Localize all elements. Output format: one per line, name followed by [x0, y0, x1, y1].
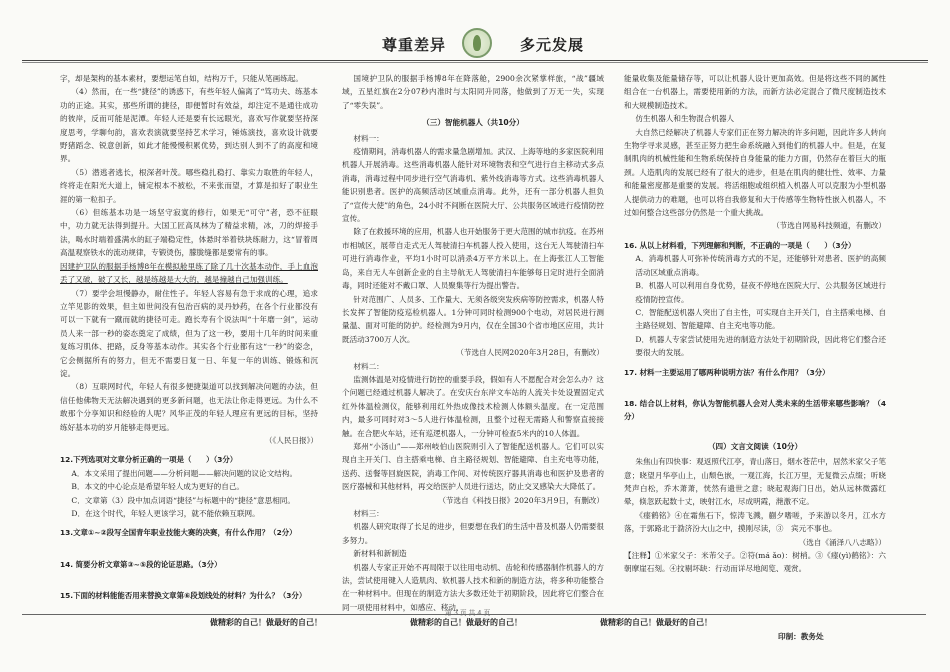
column-1	[60, 72, 318, 603]
option-b: B．机器人可以利用自身优势，昼夜不停地在医院大厅、公共服务区域进行疫情防控宣传。	[635, 281, 886, 304]
classical-text: 《瘗鹤铭》④在霜焦石下，惊涛飞溅，蒯夕嗜嗟，予来游以冬月，江水方落，于郭路北于泐济汾大山之中，摸刚尽读，③ 宾元不事也。	[624, 510, 886, 534]
paragraph: （7）要学会坦慢静办，耐住性子。年轻人容易有急于求成的心理，追求立竿见影的效果，但主如世间没有包治百病的灵丹妙药，在各个行业都没有可以一下就有一蹴而就的捷径可走。跑长寿有个说法叫“十年磨一剑”，运动员人来一部一秒的姿态奠定了成绩，但为了这一秒，要用十几年的时间来重复练习肌体、把路，反身等基本动作。其实各个行业都有这“一秒”的姿念，它会侧据所有的努力，但无不需要日复一日、年复一年的训练、锻炼和沉淀。	[60, 288, 318, 378]
source-citation: （节选自《科技日报》2020年3月9日，有删改）	[438, 495, 604, 505]
print-credit: 印制：教务处	[778, 632, 824, 641]
page-number: 第 3 页 共 4 页	[445, 609, 491, 617]
option-a: A．本文采用了提出问题——分析问题——解决问题的议论文结构。	[71, 468, 298, 478]
school-emblem-icon	[462, 28, 492, 58]
subheading: 仿生机器人和生物混合机器人	[635, 114, 735, 124]
section-title: （三）智能机器人（共10分）	[422, 118, 524, 128]
option-c: C．智能配送机器人突出了自主性，可实现自主开关门，自主搭乘电梯、自主路径规划、智能避障、自主充电等功能。	[635, 307, 886, 331]
paragraph: （4）然而，在一些“捷径”的诱惑下，有些年轻人偏离了“笃功夫、练基本功的正途。其实，那些所谓的捷径，即便暂时有效益，却注定不是通往成功的彼岸，反而可能是泥潭。年轻人还是要有长远眼光，喜欢写作就要坚持深度思考，学聊句韵，喜欢表演就要坚持艺术学习，锤炼演技，喜欢设计就要野猪蹈念、锐意创新，如此才能慢慢积累优势，到达别人到不了的高度和境界。	[60, 87, 318, 164]
source-citation: （选自《涌泽八八志略》）	[798, 537, 886, 547]
subheading: 新材料和新制造	[353, 549, 407, 559]
paragraph: （5）潜逃者逃长，根深者叶茂。哪些稳扎稳打、靠实力取胜的年轻人，终将走在阳光大道上，铺定根本不被松，不来张而望，才算是扣好了职业生涯的第一粒扣子。	[60, 167, 318, 204]
paragraph: 机器人研究取得了长足的进步，但要想在我们的生活中普及机器人仍需要很多努力。	[342, 522, 604, 545]
classical-text: 朱焦山有四快事：观返照代江亭，青山落日，烟水苍茫中，居然米家父子笔意；晓望月华亭山上，山颓色嵌，一观江海，长江万里，无复微云点缀；听晓梵声白松，乔木萧萧，恍然有遗世之意；晓起观海门日出，始从远林微露红晕，倏忽跃起数十丈，映射江水，尽成明霞，滟激不定。	[624, 457, 886, 507]
underlined-passage: 因建护卫队的服据手杨博8年在模拟舱里练了除了几十次基本动作，手上血泡丢了又破，破了又长，越是练越是大大的，越是撞越自己加强训练。	[60, 261, 318, 285]
option-d: D．机器人专家尝试使用先进的制造方法处于初期阶段，因此将它们整合还要很大的发展。	[635, 334, 886, 358]
paragraph: 郑州“小汤山”——郑州岐伯山医院则引入了智能配送机器人。它们可以实现自主开关门、自主搭乘电梯、自主路径规划、智能避障、自主充电等功能，送药、送餐等回旋医院，消毒工作间、对传统医疗器具消毒也和医护及患者的医疗器械和其他材料，再交给医护人员进行送达，防止交叉感染大大降低了。	[342, 441, 604, 492]
section-title: （四）文言文阅读（10分）	[707, 441, 803, 451]
source-citation: （《人民日报》）	[264, 435, 318, 445]
footer-motto-left: 做精彩的自己！做最好的自己！	[210, 618, 322, 627]
paragraph: 除了在救援环境的应用，机器人也开始服务于更大范围的城市抗疫。在苏州市相城区，展带自走式无人驾驶清扫车机器人投入使用，这台无人驾驶清扫车可进行消毒作业，平均1小时可以消杀4万平方米以上。在上海张江人工智能岛，来自无人车创新企业的自主导航无人驾驶清扫车能够每日定时进行全面消毒，同时还能对不戴口罩、人员聚集等行为提出警告。	[342, 227, 604, 291]
column-2	[342, 72, 604, 614]
paragraph: 针对范围广、人员多、工作量大、无须各级突发疾病等防控需求，机器人特长发挥了智能防疫巡检机器人。1分钟可同时检测900个电动，对居民进行测量温、面对可能的防护。经检测为9月内，仅在全国30个省市地区应用，共计既活动3700万人次。	[342, 294, 604, 344]
question-14: 14. 简要分析文章第③~⑤段的论证思路。（3分）	[60, 559, 222, 569]
header-rule	[22, 60, 928, 61]
paragraph: 监测体温是对疫情进行防控的重要手段，假如有人不愿配合对会怎么办？这个问题已经通过机器人解决了。在安庆台东岸文车站的人流关卡处设置固定式红外体温检测仪，能够利用红外热成像技术检测人体额头温度。在一定范围内，最多可同时对3～5人进行体温检测，且整个过程无需路人和警察直接接触。在合肥火车站，还有巡逻机器人，一分钟可检查5米内的10人体温。	[342, 374, 604, 438]
material-label: 材料三：	[353, 509, 384, 518]
question-13: 13.文章①~②段写全国青年职业技能大赛的决赛，有什么作用？（2分）	[60, 528, 297, 538]
material-label: 材料二：	[353, 361, 384, 371]
annotation-notes: 【注释】①米家父子：米芾父子。②符(má ǎo)：树梢。③《瘗(yì)鹤铭》：六朝摩崖石刻。④抆剔坏缺：行动而详尽地阅览、观赏。	[624, 551, 886, 574]
question-17: 17. 材料一主要运用了哪两种说明方法？有什么作用？（3分）	[624, 367, 830, 377]
paragraph: 疫情期间，消毒机器人的需求量急剧增加。武汉、上海等地的多家医院利用机器人开展消毒。这些消毒机器人能针对环境物表和空气进行自主移动式多点消毒，消毒过程中同步进行空气消毒机、紫外线消毒等方式。这些消毒机器人能识别患者。医护的高频活动区域重点消毒。此外，还有一部分机器人担负了“宣传大使”的角色，24小时不间断在医院大厅、公共服务区域进行疫情防控宣传。	[342, 147, 604, 224]
footer-motto-right: 做精彩的自己！做最好的自己！	[600, 618, 712, 627]
paragraph: 字，却是架构的基本素材，要想运笔自如，结构万千，只能从笔画练起。	[60, 74, 303, 83]
question-18: 18. 结合以上材料，你认为智能机器人会对人类未来的生活带来哪些影响？（4分）	[624, 398, 886, 422]
material-label: 材料一：	[353, 133, 384, 143]
paragraph: （6）但练基本功是一场坚守寂寞的修行，如果无“可守”者，恐不征眼中，功力就无法得到提升。大国工匠高凤林为了精益求精，冰，刀的焊接手法，喝水时端着盛满水的缸子端稳定性，体悬时举着铁块练耐力，这“冒着周高温观察铁水的流动规律，专锻烫伤，朦胧缝都是要常有的事。	[60, 208, 318, 258]
option-c: C．文章第（3）段中加点词语“捷径”与标题中的“捷径”意思相同。	[71, 495, 295, 505]
question-12: 12.下列选项对文章分析正确的一项是（ ）（3分）	[60, 455, 238, 465]
header-right-title: 多元发展	[520, 36, 585, 54]
source-citation: （节选自人民网2020年3月28日，有删改）	[456, 348, 604, 358]
question-16: 16. 从以上材料看，下列理解和判断，不正确的一项是（ ）（3分）	[624, 240, 856, 250]
paragraph: 大自然已经解决了机器人专家们正在努力解决的许多问题，因此许多人转向生物学寻求灵感，甚至正努力把生命系统融入到他们的机器人中。但是，在复制肌肉的机械性能和生物系统保持自身能量的能力方面，仍然存在着巨大的瓶颈。人造肌肉的发展已经有了很大的进步，但是在肌肉的健壮性、效率、力量和能量密度都是重要的发展。将活细胞或组织植入机器人可以克服为小型机器人提供动力的难题，也可以将自我修复和大于传感等生物特性嵌入机器人，不过如何整合这些部分仍然是一个重大挑战。	[624, 127, 886, 218]
column-3	[624, 72, 886, 576]
question-15: 15.下面的材料能能否用来替换文章第⑥段划线处的材料？为什么？（3分）	[60, 591, 307, 601]
header-left-title: 尊重差异	[382, 36, 447, 54]
paragraph: 国境护卫队的服据手杨博8年在降落舱，2900余次紧掌样旅，“战”疆域域，五星红旗在2分07秒内准时与太阳同升同落，他做到了万无一失，实现了“零失误”。	[342, 74, 604, 110]
footer-motto-middle: 做精彩的自己！做最好的自己！	[410, 618, 522, 627]
paragraph: 能量收集及能量储存等，可以让机器人设计更加高效。但是将这些不同的属性组合在一台机器上，需要使用新的方法，而新方法必定混合了微尺度制造技术和大规模制造技术。	[624, 74, 886, 110]
source-citation: （节选自网易科技频道，有删改）	[772, 221, 886, 231]
option-a: A．消毒机器人可弥补传统消毒方式的不足，还能够针对患者、医护的高频活动区域重点消毒。	[635, 254, 886, 277]
paragraph: （8）互联网时代，年轻人有很多便捷渠道可以找到解决问题的办法，但信任他佛物天无法解决遇到的更多新问题，也无法让你走得更远。为什么不敢那个分享知识和经验的人呢？风华正茂的年轻人理应有更远的目标，坚持练好基本功的岁月能够走得更远。	[60, 382, 318, 432]
header-rule-thin	[22, 62, 928, 63]
paragraph: 机器人专家正开始不再局限于以往用电动机、齿轮和传感器制作机器人的方法，尝试使用键入人造肌肉、软机器人技术和新的制造方法，将多种功能整合在一种材料中。但现在的制造方法大多数还处于初期阶段，因此将它们整合在同一项使用材料中，如感应、移动、	[342, 562, 604, 612]
option-d: D．在这个时代，年轻人更该学习，就不能依赖互联网。	[71, 509, 260, 518]
option-b: B．本文的中心论点是希望年轻人成为更好的自己。	[71, 482, 245, 492]
